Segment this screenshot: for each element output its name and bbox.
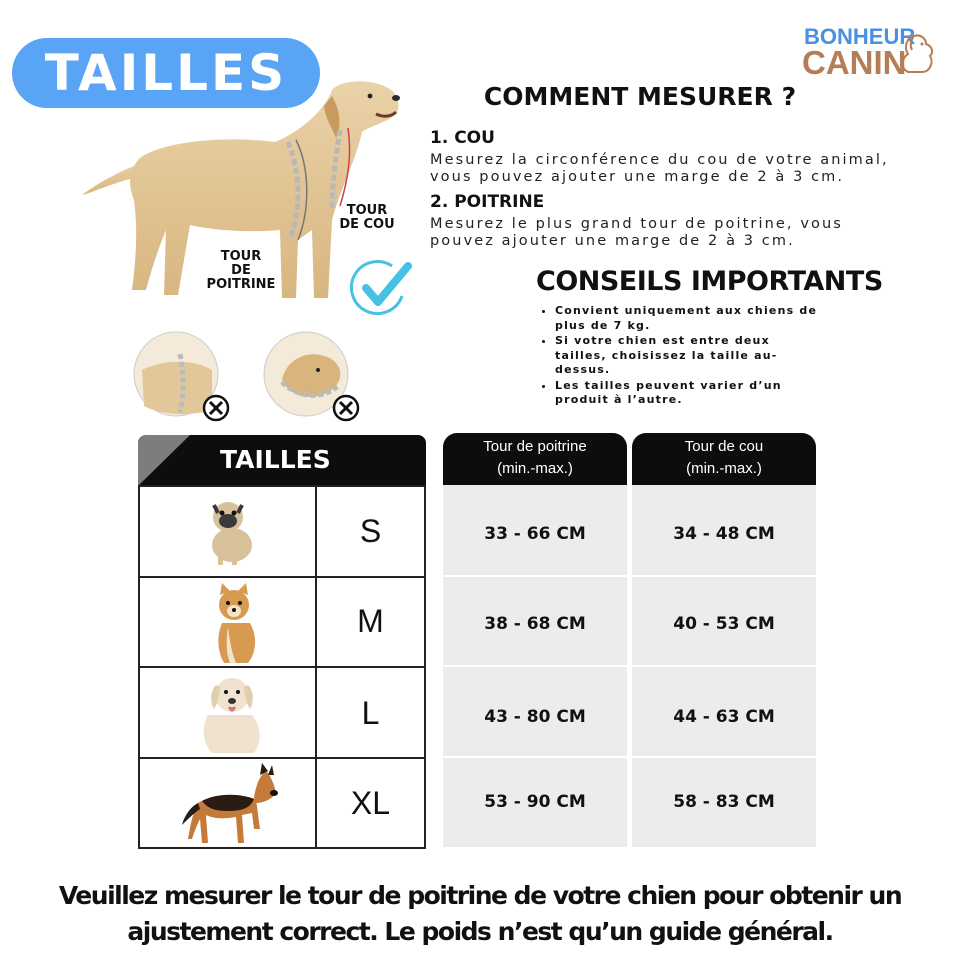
how-to-heading: COMMENT MESURER ?: [483, 82, 797, 111]
wrong-fit-example-2-icon: [262, 330, 362, 424]
row-divider: [140, 576, 424, 578]
tips-heading: CONSEILS IMPORTANTS: [536, 266, 883, 297]
size-label-s: S: [359, 513, 382, 549]
chest-value-m: 38 - 68 CM: [484, 614, 586, 634]
neck-label-line2: DE COU: [339, 217, 395, 232]
shepherd-icon: [180, 763, 280, 847]
size-label-xl: XL: [350, 785, 391, 821]
neck-label-line1: TOUR: [346, 203, 388, 218]
cell-separator: [632, 575, 816, 577]
size-label-m: M: [357, 603, 384, 639]
tip-1-line2: plus de 7 kg.: [555, 318, 651, 332]
chest-header-line1: Tour de poitrine: [483, 438, 587, 455]
tip-item: [555, 334, 855, 378]
tip-2-line1: • Si votre chien est entre deux: [555, 334, 770, 347]
labrador-icon: [196, 673, 266, 755]
check-icon: [348, 256, 414, 322]
tip-2-line3: dessus.: [555, 363, 611, 376]
tip-2-line2: tailles, choisissez la taille au-: [555, 348, 778, 362]
neck-section-label: 1. COU: [430, 128, 495, 148]
size-table-header: [138, 435, 426, 486]
size-table: [138, 485, 426, 849]
cell-separator: [443, 756, 627, 758]
brand-logo: [800, 22, 940, 82]
cell-separator: [632, 665, 816, 667]
footer-line2: ajustement correct. Le poids n’est qu’un guide général.: [127, 917, 833, 946]
chest-label: [196, 250, 286, 292]
chest-value-l: 43 - 80 CM: [484, 707, 586, 727]
header-accent: [138, 435, 190, 486]
chest-header-line2: (min.-max.): [497, 460, 573, 477]
chest-value-s: 33 - 66 CM: [484, 524, 586, 544]
footer-note: [20, 878, 940, 950]
neck-text-line2: vous pouvez ajouter une marge de 2 à 3 cm.: [430, 169, 845, 185]
tips-list: [540, 304, 855, 409]
chest-text-line2: pouvez ajouter une marge de 2 à 3 cm.: [430, 233, 795, 249]
dog-logo-icon: [896, 28, 938, 78]
chest-label-line1: TOUR: [220, 249, 262, 264]
tip-3-line2: produit à l’autre.: [555, 393, 683, 406]
cell-separator: [443, 665, 627, 667]
chest-value-xl: 53 - 90 CM: [484, 792, 586, 812]
tip-3-line1: • Les tailles peuvent varier d’un: [555, 378, 782, 392]
wrong-fit-example-1-icon: [132, 330, 232, 424]
chest-instructions: [430, 216, 950, 250]
neck-header-line1: Tour de cou: [684, 438, 764, 455]
tip-1-line1: • Convient uniquement aux chiens de: [555, 304, 818, 317]
page-title: TAILLES: [44, 44, 288, 102]
neck-value-xl: 58 - 83 CM: [673, 792, 775, 812]
neck-text-line1: Mesurez la circonférence du cou de votre animal,: [430, 152, 889, 168]
tip-item: [555, 379, 855, 408]
cell-separator: [443, 575, 627, 577]
neck-instructions: [430, 152, 950, 186]
neck-label: [332, 204, 402, 232]
shiba-icon: [206, 583, 266, 665]
row-divider: [140, 666, 424, 668]
chest-text-line1: Mesurez le plus grand tour de poitrine, vous: [430, 216, 843, 232]
neck-column-header: [632, 433, 816, 485]
row-divider: [140, 757, 424, 759]
neck-value-s: 34 - 48 CM: [673, 524, 775, 544]
logo-line2: CANIN: [802, 44, 907, 81]
chest-label-line2: DE POITRINE: [206, 263, 276, 292]
tip-item: [555, 304, 855, 333]
chest-column-header: [443, 433, 627, 485]
footer-line1: Veuillez mesurer le tour de poitrine de votre chien pour obtenir un: [58, 881, 902, 910]
size-label-l: L: [361, 695, 380, 731]
logo-line1: BONHEUR: [804, 24, 916, 49]
chest-section-label: 2. POITRINE: [430, 192, 545, 212]
cell-separator: [632, 756, 816, 758]
neck-header-line2: (min.-max.): [686, 460, 762, 477]
pug-icon: [202, 499, 258, 565]
neck-value-l: 44 - 63 CM: [673, 707, 775, 727]
size-column-header: TAILLES: [220, 445, 331, 474]
neck-value-m: 40 - 53 CM: [673, 614, 775, 634]
